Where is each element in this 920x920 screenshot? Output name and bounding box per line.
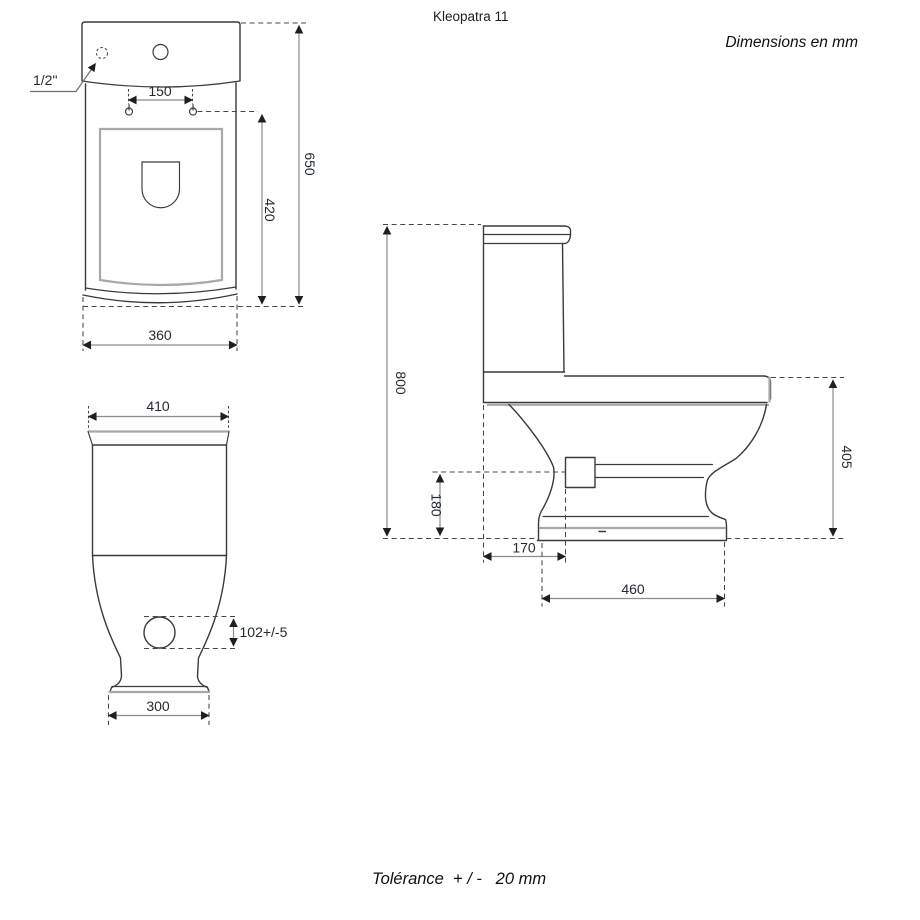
cistern-cap-top (484, 226, 571, 235)
cistern-lid-sides (88, 432, 229, 446)
cistern-body (93, 445, 227, 556)
dim-360-label: 360 (148, 327, 172, 343)
units-note: Dimensions en mm (725, 34, 858, 51)
dim-170-label: 170 (512, 539, 536, 556)
tank-front-edge (563, 244, 565, 373)
front-view (88, 398, 288, 725)
bowl-front-curve (705, 405, 766, 540)
hinge-hole-ticks (129, 105, 193, 111)
foot-right-flare (198, 676, 210, 692)
seat-lid-panel (100, 129, 222, 285)
dim-650-label: 650 (302, 152, 318, 176)
pedestal-left-curve (93, 556, 122, 677)
dim-800-label: 800 (393, 371, 409, 395)
foot-left-flare (110, 676, 122, 692)
dim-420-label: 420 (262, 198, 278, 222)
cistern-cap-bevel (565, 235, 571, 244)
flush-button (153, 45, 168, 60)
drawing-title: Kleopatra 11 (433, 9, 509, 24)
dim-150-label: 150 (148, 83, 172, 99)
outlet-pipe-lines (595, 465, 713, 478)
dim-300-label: 300 (146, 698, 170, 714)
lid-handle-recess (142, 162, 180, 208)
dim-410-label: 410 (146, 398, 170, 414)
dim-102-label: 102+/-5 (239, 624, 288, 640)
cistern-lid-outline (82, 22, 240, 81)
tolerance-note: Tolérance + / - 20 mm (372, 870, 547, 888)
dim-102-extensions (144, 617, 238, 649)
dim-405-label: 405 (839, 445, 855, 469)
soil-outlet-square (566, 458, 596, 488)
seat-top-edge (565, 376, 771, 399)
water-inlet-hole (97, 48, 108, 59)
bowl-front-edge (83, 294, 237, 303)
inlet-size-label: 1/2" (33, 72, 58, 88)
plan-view (30, 22, 318, 351)
dim-460-label: 460 (621, 581, 645, 597)
dim-180-label: 180 (428, 493, 445, 517)
seat-front-edge (86, 287, 237, 294)
side-view (383, 225, 855, 607)
outlet-hole (144, 617, 175, 648)
pedestal-right-curve (198, 556, 227, 677)
